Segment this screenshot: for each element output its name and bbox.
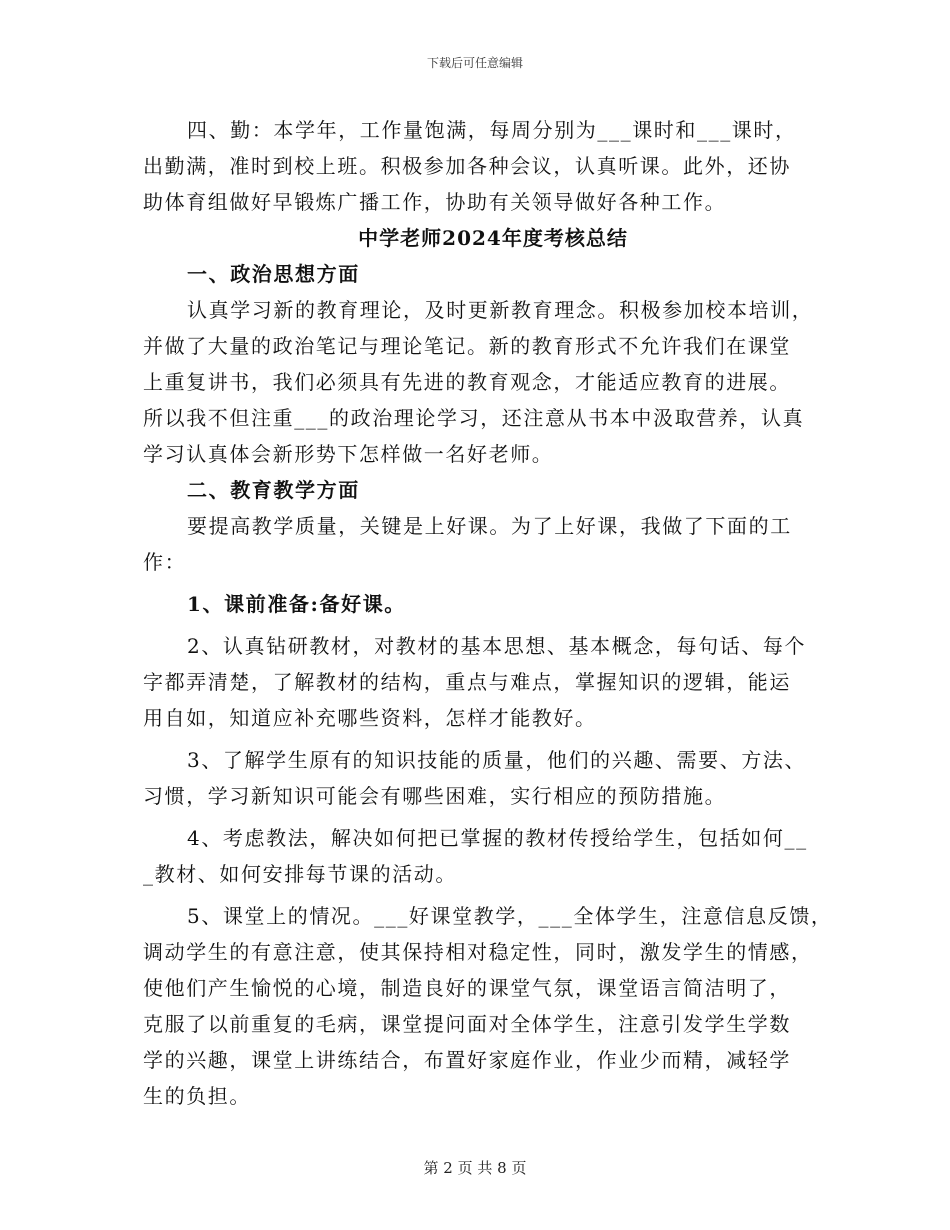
- page-header-note: 下载后可任意编辑: [426, 56, 523, 70]
- page-number-indicator: 第 2 页 共 8 页: [423, 1159, 527, 1177]
- paragraph-line: 字都弄清楚，了解教材的结构，重点与难点，掌握知识的逻辑，能运: [143, 670, 791, 694]
- section-heading-political: 一、政治思想方面: [187, 262, 360, 286]
- paragraph-line: 4、考虑教法，解决如何把已掌握的教材传授给学生，包括如何__: [187, 826, 808, 850]
- paragraph-line: 习惯，学习新知识可能会有哪些困难，实行相应的预防措施。: [143, 784, 727, 808]
- paragraph-line: 5、课堂上的情况。___好课堂教学，___全体学生，注意信息反馈，: [187, 904, 833, 928]
- paragraph-line: 用自如，知道应补充哪些资料，怎样才能教好。: [143, 706, 597, 730]
- paragraph-line: 认真学习新的教育理论，及时更新教育理念。积极参加校本培训，: [187, 298, 814, 322]
- paragraph-line: _教材、如何安排每节课的活动。: [143, 862, 457, 886]
- paragraph-line: 出勤满，准时到校上班。积极参加各种会议，认真听课。此外，还协: [143, 154, 791, 178]
- paragraph-line: 使他们产生愉悦的心境，制造良好的课堂气氛，课堂语言简洁明了，: [143, 976, 791, 1000]
- paragraph-line: 3、了解学生原有的知识技能的质量，他们的兴趣、需要、方法、: [187, 748, 807, 772]
- paragraph-line: 学的兴趣，课堂上讲练结合，布置好家庭作业，作业少而精，减轻学: [143, 1048, 791, 1072]
- paragraph-line: 所以我不但注重___的政治理论学习，还注意从书本中汲取营养，认真: [143, 406, 805, 430]
- subsection-heading: 1、课前准备:备好课。: [187, 592, 406, 616]
- paragraph-line: 作：: [143, 550, 187, 574]
- paragraph-line: 要提高教学质量，关键是上好课。为了上好课，我做了下面的工: [187, 514, 792, 538]
- paragraph-line: 克服了以前重复的毛病，课堂提问面对全体学生，注意引发学生学数: [143, 1012, 791, 1036]
- paragraph-line: 四、勤：本学年，工作量饱满，每周分别为___课时和___课时，: [187, 118, 797, 142]
- document-title: 中学老师2024年度考核总结: [358, 226, 628, 250]
- paragraph-line: 学习认真体会新形势下怎样做一名好老师。: [143, 442, 554, 466]
- paragraph-line: 助体育组做好早锻炼广播工作，协助有关领导做好各种工作。: [143, 190, 727, 214]
- paragraph-line: 并做了大量的政治笔记与理论笔记。新的教育形式不允许我们在课堂: [143, 334, 791, 358]
- paragraph-line: 2、认真钻研教材，对教材的基本思想、基本概念，每句话、每个: [187, 634, 807, 658]
- paragraph-line: 调动学生的有意注意，使其保持相对稳定性，同时，激发学生的情感，: [143, 940, 813, 964]
- paragraph-line: 生的负担。: [143, 1084, 251, 1108]
- section-heading-teaching: 二、教育教学方面: [187, 478, 360, 502]
- document-body: [143, 112, 833, 1114]
- paragraph-line: 上重复讲书，我们必须具有先进的教育观念，才能适应教育的进展。: [143, 370, 791, 394]
